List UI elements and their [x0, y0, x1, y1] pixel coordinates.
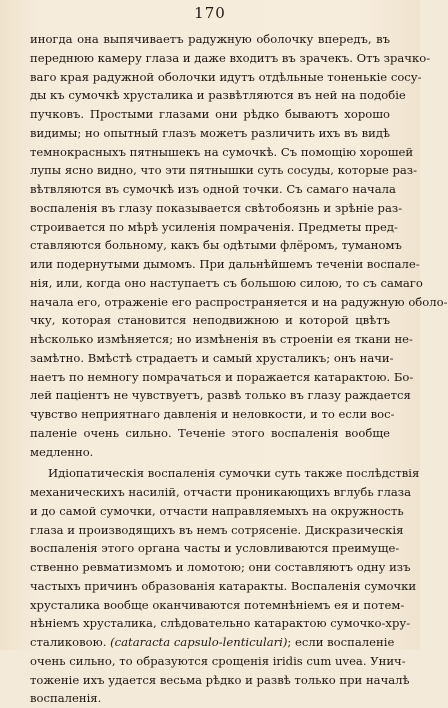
text-line: нѣсколько измѣняется; но измѣненія въ строеніи ея ткани не- — [30, 332, 413, 346]
text-segment: ; если воспаленіе — [287, 635, 395, 649]
text-line: паленіе очень сильно. Теченіе этого воспаленія вообще — [30, 425, 390, 440]
text-line: лупы ясно видно, что эти пятнышки суть сосуды, которые раз- — [30, 163, 418, 178]
text-line: наетъ по немногу помрачаться и поражается катарактою. Бо- — [30, 369, 414, 384]
text-line: темнокрасныхъ пятнышекъ на сумочкѣ. Съ помощію хорошей — [30, 144, 414, 159]
text-line: строивается по мѣрѣ усиленія помраченія. Предметы пред- — [30, 219, 398, 234]
text-line: ственно ревматизмомъ и ломотою; они составляютъ одну изъ — [30, 560, 411, 574]
text-line: нія, или, когда оно наступаетъ съ большою силою, то съ самаго — [30, 275, 423, 290]
text-line: механическихъ насилій, отчасти проникающихъ вглубь глаза — [30, 485, 411, 499]
page-number: 170 — [194, 4, 226, 22]
text-line — [30, 633, 395, 652]
text-line: глаза и производящихъ въ немъ сотрясеніе. Дискразическія — [30, 522, 404, 537]
text-line: воспаленія. — [30, 691, 102, 706]
text-line: нѣніемъ хрусталика, слѣдовательно катарактою сумочко-хру- — [30, 616, 411, 631]
text-line: замѣтно. Вмѣстѣ страдаетъ и самый хрусталикъ; онъ начи- — [30, 350, 394, 365]
text-segment: сталиковою. — [30, 635, 111, 649]
text-line: хрусталика вообще оканчиваются потемнѣніемъ ея и потем- — [30, 597, 405, 612]
text-line: чку, которая становится неподвижною и которой цвѣтъ — [30, 313, 390, 328]
text-line: вѣтвляются въ сумочкѣ изъ одной точки. Съ самаго начала — [30, 182, 396, 196]
text-line: медленно. — [30, 444, 94, 459]
text-line: и до самой сумочки, отчасти направляемыхъ на окружность — [30, 503, 404, 518]
latin-term: (cataracta capsulo-lenticulari) — [110, 635, 288, 649]
text-line: ды къ сумочкѣ хрусталика и развѣтляются въ ней на подобіе — [30, 88, 406, 103]
text-line: или подернутыми дымомъ. При дальнѣйшемъ теченіи воспале- — [30, 257, 420, 271]
paragraph — [30, 30, 448, 461]
paragraph — [30, 464, 420, 708]
text-line: воспаленія въ глазу показывается свѣтобоязнь и зрѣніе раз- — [30, 200, 403, 215]
text-line: чувство неприятнаго давленія и неловкости, и то если вос- — [30, 407, 395, 421]
text-line: Идіопатическія воспаленія сумочки суть также послѣдствія — [48, 466, 420, 481]
text-line: начала его, отраженіе его распространяется и на радужную оболо- — [30, 294, 448, 309]
text-line: частыхъ причинъ образованія катаракты. Воспаленія сумочки — [30, 578, 417, 593]
text-line: тоженіе ихъ удается весьма рѣдко и развѣ только при началѣ — [30, 672, 410, 687]
text-line: видимы; но опытный глазъ можетъ различить ихъ въ видѣ — [30, 125, 390, 140]
text-line: лей паціентъ не чувствуетъ, развѣ только въ глазу раждается — [30, 388, 411, 403]
text-line: пучковъ. Простыми глазами они рѣдко бываютъ хорошо — [30, 107, 390, 121]
text-line: иногда она выпячиваетъ радужную оболочку впередъ, въ — [30, 32, 390, 46]
body-text — [30, 30, 448, 708]
text-line: очень сильно, то образуются срощенія iridis cum uvea. Унич- — [30, 653, 406, 668]
text-line: переднюю камеру глаза и даже входитъ въ зрачекъ. Отъ зрачко- — [30, 50, 431, 65]
text-line: ставляются больному, какъ бы одѣтыми флёромъ, туманомъ — [30, 238, 402, 253]
text-line: ваго края радужной оболочки идутъ отдѣльные тоненькіе сосу- — [30, 69, 422, 84]
text-line: воспаленія этого органа часты и условливаются преимуще- — [30, 541, 400, 556]
